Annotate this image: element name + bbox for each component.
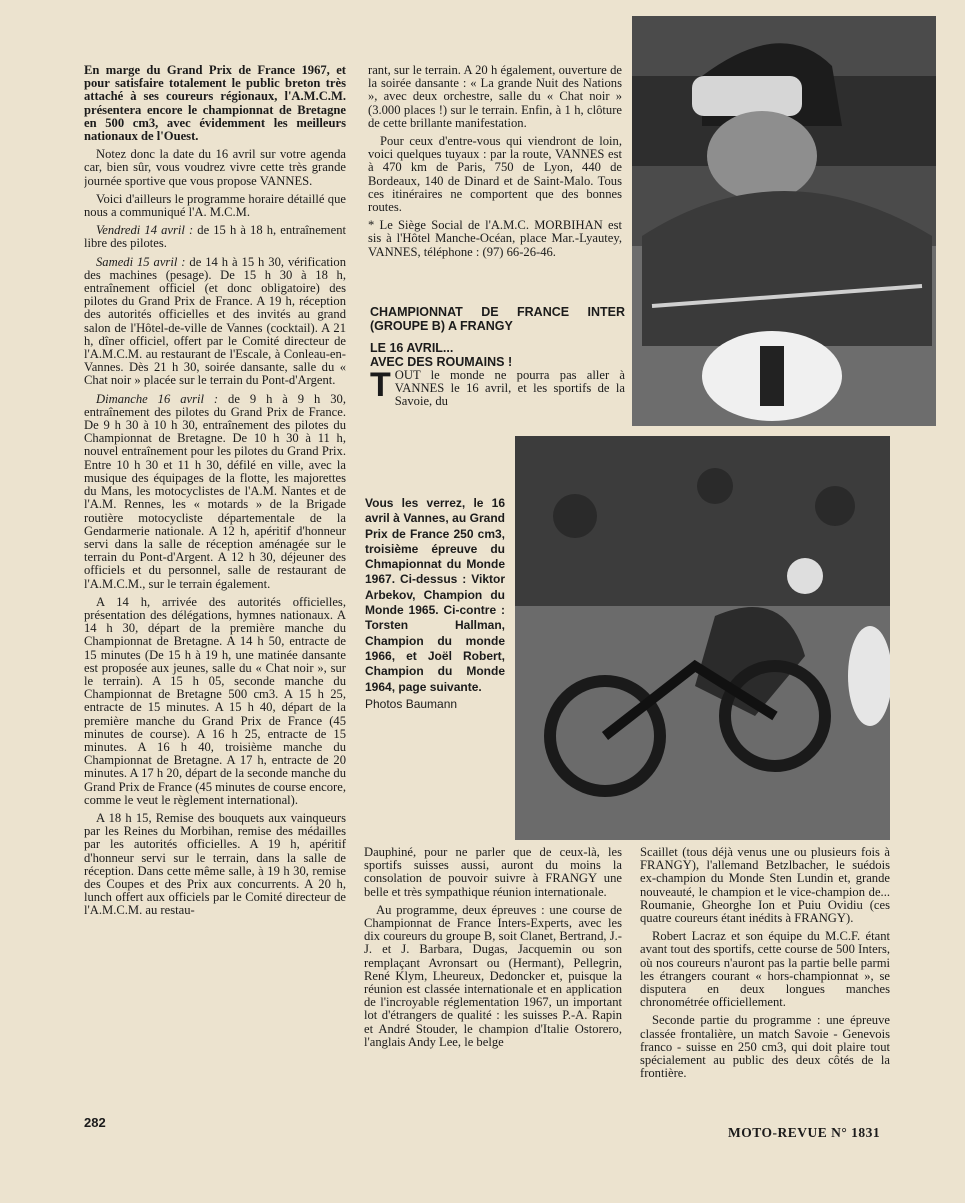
article-column-3 — [364, 846, 622, 1108]
paragraph: rant, sur le terrain. A 20 h également, ouverture de la soirée dansante : « La grande Nuit des Nations », avec deux orchestre, salle du « Chat noir » (3.000 places !) sur le terrain. Enfin, à 1 h, clôture de cette brillante manifestation. — [368, 64, 622, 130]
article-headline: CHAMPIONNAT DE FRANCE INTER (GROUPE B) A FRANGY — [370, 305, 625, 333]
magazine-issue: MOTO-REVUE N° 1831 — [728, 1125, 881, 1140]
paragraph: Scaillet (tous déjà venus une ou plusieurs fois à FRANGY), l'allemand Betzlbacher, le suédois ex-champion du Monde Sten Lundin et, grande nouveauté, le champion et le vice-champion de... Roumanie, Gheorghe Ion et Puiu Ovidiu (ces quatre coureurs étant inédits à FRANGY). — [640, 846, 890, 926]
schedule-friday — [84, 224, 346, 250]
footnote: * Le Siège Social de l'A.M.C. MORBIHAN est sis à l'Hôtel Manche-Océan, place Mar.-Lyautey, VANNES, téléphone : (97) 66-26-46. — [368, 218, 622, 259]
article-column-4 — [640, 846, 890, 1108]
article-column-1 — [84, 64, 346, 1114]
paragraph: Seconde partie du programme : une épreuve classée frontalière, un match Savoie - Genevois franco - suisse en 250 cm3, qui doit plaire tout spécialement au public des deux côtés de la frontière. — [640, 1013, 890, 1081]
paragraph: Dauphiné, pour ne parler que de ceux-là, les sportifs suisses aussi, auront du moins la consolation de pouvoir suivre à FRANGY une belle et très sympathique réunion internationale. — [364, 846, 622, 899]
motocross-action-illustration — [515, 436, 890, 840]
day-label: Dimanche 16 avril : — [96, 391, 219, 406]
schedule-saturday — [84, 256, 346, 388]
drop-cap: T — [370, 366, 391, 404]
paragraph: Robert Lacraz et son équipe du M.C.F. étant avant tout des sportifs, cette course de 500 Inters, où nos coureurs n'auront pas la partie belle parmi les étrangers courant « hors-championnat », se disputera en deux longues manches chronométrée officiellement. — [640, 929, 890, 1010]
paragraph: Voici d'ailleurs le programme horaire détaillé que nous a communiqué l'A. M.C.M. — [84, 191, 346, 220]
paragraph: Au programme, deux épreuves : une course de Championnat de France Inters-Experts, avec les dix coureurs du groupe B, soit Clanet, Bertrand, J.-J. et J. Barbara, Dugas, Jacquemin ou son remplaçant Avronsart ou (Hermant), Pellegrin, René Klym, Lheureux, Dedoncker et, puisque la réunion est classée internationale et en application de l'incroyable réglementation 1967, un important lot d'étrangers de qualité : les suisses P.-A. Rapin et André Stouder, le champion d'Italie Ostorero, l'anglais Andy Lee, le belge — [364, 902, 622, 1049]
rider-portrait-photo — [632, 16, 936, 426]
photo-credit: Photos Baumann — [365, 696, 458, 711]
article-lead — [370, 366, 625, 409]
day-text: de 15 h à 18 h, entraînement libre des pilotes. — [84, 223, 346, 251]
article-subheadline: LE 16 AVRIL... — [370, 341, 454, 355]
day-text: de 9 h à 9 h 30, entraînement des pilotes du Grand Prix de France. De 9 h 30 à 10 h 30, entraînement des pilotes du Championnat de Bretagne. De 10 h 30 à 11 h, nouvel entraînement pour les pilotes du Grand Prix. Entre 10 h 30 et 11 h 30, défilé en ville, avec la musique des équipages de la flotte, les majorettes du Mans, les motocyclistes de l'A.M. Nantes et de l'A.M. Rennes, les « motards » de la Brigade routière motocycliste départementale de la Gendarmerie nationale. A 12 h, apéritif d'honneur servi dans la salle de réception aménagée sur le terrain du Pont-d'Argent. A 12 h 30, déjeuner des officiels et du personnel, salle de restaurant de l'A.M.C.M., sur le terrain également. — [84, 391, 346, 591]
intro-paragraph: En marge du Grand Prix de France 1967, et pour satisfaire totalement le public breton très attaché à ses coureurs régionaux, l'A.M.C.M. présentera encore le championnat de Bretagne en 500 cm3, avec évidemment les meilleurs nationaux de l'Ouest. — [84, 64, 346, 144]
article-subheadline: AVEC DES ROUMAINS ! — [370, 355, 513, 369]
paragraph: Notez donc la date du 16 avril sur votre agenda car, bien sûr, vous voudrez vivre cette très grande journée sportive que vous propose VANNES. — [84, 147, 346, 188]
day-label: Samedi 15 avril : — [96, 254, 186, 269]
page-number: 282 — [84, 1115, 106, 1130]
motocross-action-photo — [515, 436, 890, 840]
caption-text: Vous les verrez, le 16 avril à Vannes, au Grand Prix de France 250 cm3, troisième épreuve du Chmapionnat du Monde 1967. Ci-dessus : Viktor Arbekov, Champion du Monde 1965. Ci-contre : Torsten Hallman, Champion du monde 1966, et Joël Robert, Champion du Monde 1964, page suivante. — [365, 496, 505, 694]
rider-portrait-illustration — [632, 16, 936, 426]
frangy-article — [370, 305, 625, 435]
paragraph: Pour ceux d'entre-vous qui viendront de loin, voici quelques tuyaux : par la route, VANNES est à 470 km de Paris, 750 de Lyon, 440 de Bordeaux, 140 de Dinard et de Saint-Malo. Tous ces itinéraires ne comportent que des bonnes routes. — [368, 134, 622, 215]
article-column-2 — [368, 64, 622, 294]
paragraph: A 14 h, arrivée des autorités officielles, présentation des délégations, hymnes nationaux. A 14 h 30, départ de la première manche du Championnat de Bretagne. A 14 h 50, entracte de 15 minutes (De 15 h à 19 h, une matinée dansante est proposée aux jeunes, salle du « Chat noir », sur le terrain). A 15 h 05, seconde manche du Championnat de Bretagne 500 cm3. A 15 h 25, entracte de 15 minutes. A 15 h 40, départ de la première manche du Grand Prix de France (45 minutes de course). A 16 h 25, entracte de 15 minutes. A 16 h 40, troisième manche du Championnat de Bretagne. A 17 h, entracte de 20 minutes. A 17 h 20, départ de la seconde manche du Grand Prix de France (45 minutes de course encore, comme le veut le règlement international). — [84, 594, 346, 807]
schedule-sunday — [84, 393, 346, 591]
day-label: Vendredi 14 avril : — [96, 223, 194, 238]
photo-caption — [365, 496, 505, 712]
paragraph: A 18 h 15, Remise des bouquets aux vainqueurs par les Reines du Morbihan, remise des médailles par les autorités officielles. A 19 h, apéritif d'honneur servi sur le terrain, dans la salle de réception. Dans cette même salle, à 19 h 30, remise des Coupes et des Prix aux concurrents. A 20 h, lunch offert aux officiels par le Comité directeur de l'A.M.C.M. au restau- — [84, 810, 346, 918]
day-text: de 14 h à 15 h 30, vérification des machines (pesage). De 15 h 30 à 18 h, entraînement officiel (et donc obligatoire) des pilotes du Grand Prix de France. A 19 h, réception des autorités officielles et des invités au grand salon de l'Hôtel-de-ville de Vannes (cocktail). A 21 h, dîner officiel, offert par le Comité directeur de l'A.M.C.M. au restaurant de l'Escale, à Conleau-en-Vannes. Dès 21 h 30, soirée dansante, salle du « Chat noir » placée sur le terrain du Pont-d'Argent. — [84, 254, 346, 388]
lead-text: OUT le monde ne pourra pas aller à VANNES le 16 avril, et les sportifs de la Savoie, du — [394, 368, 625, 409]
